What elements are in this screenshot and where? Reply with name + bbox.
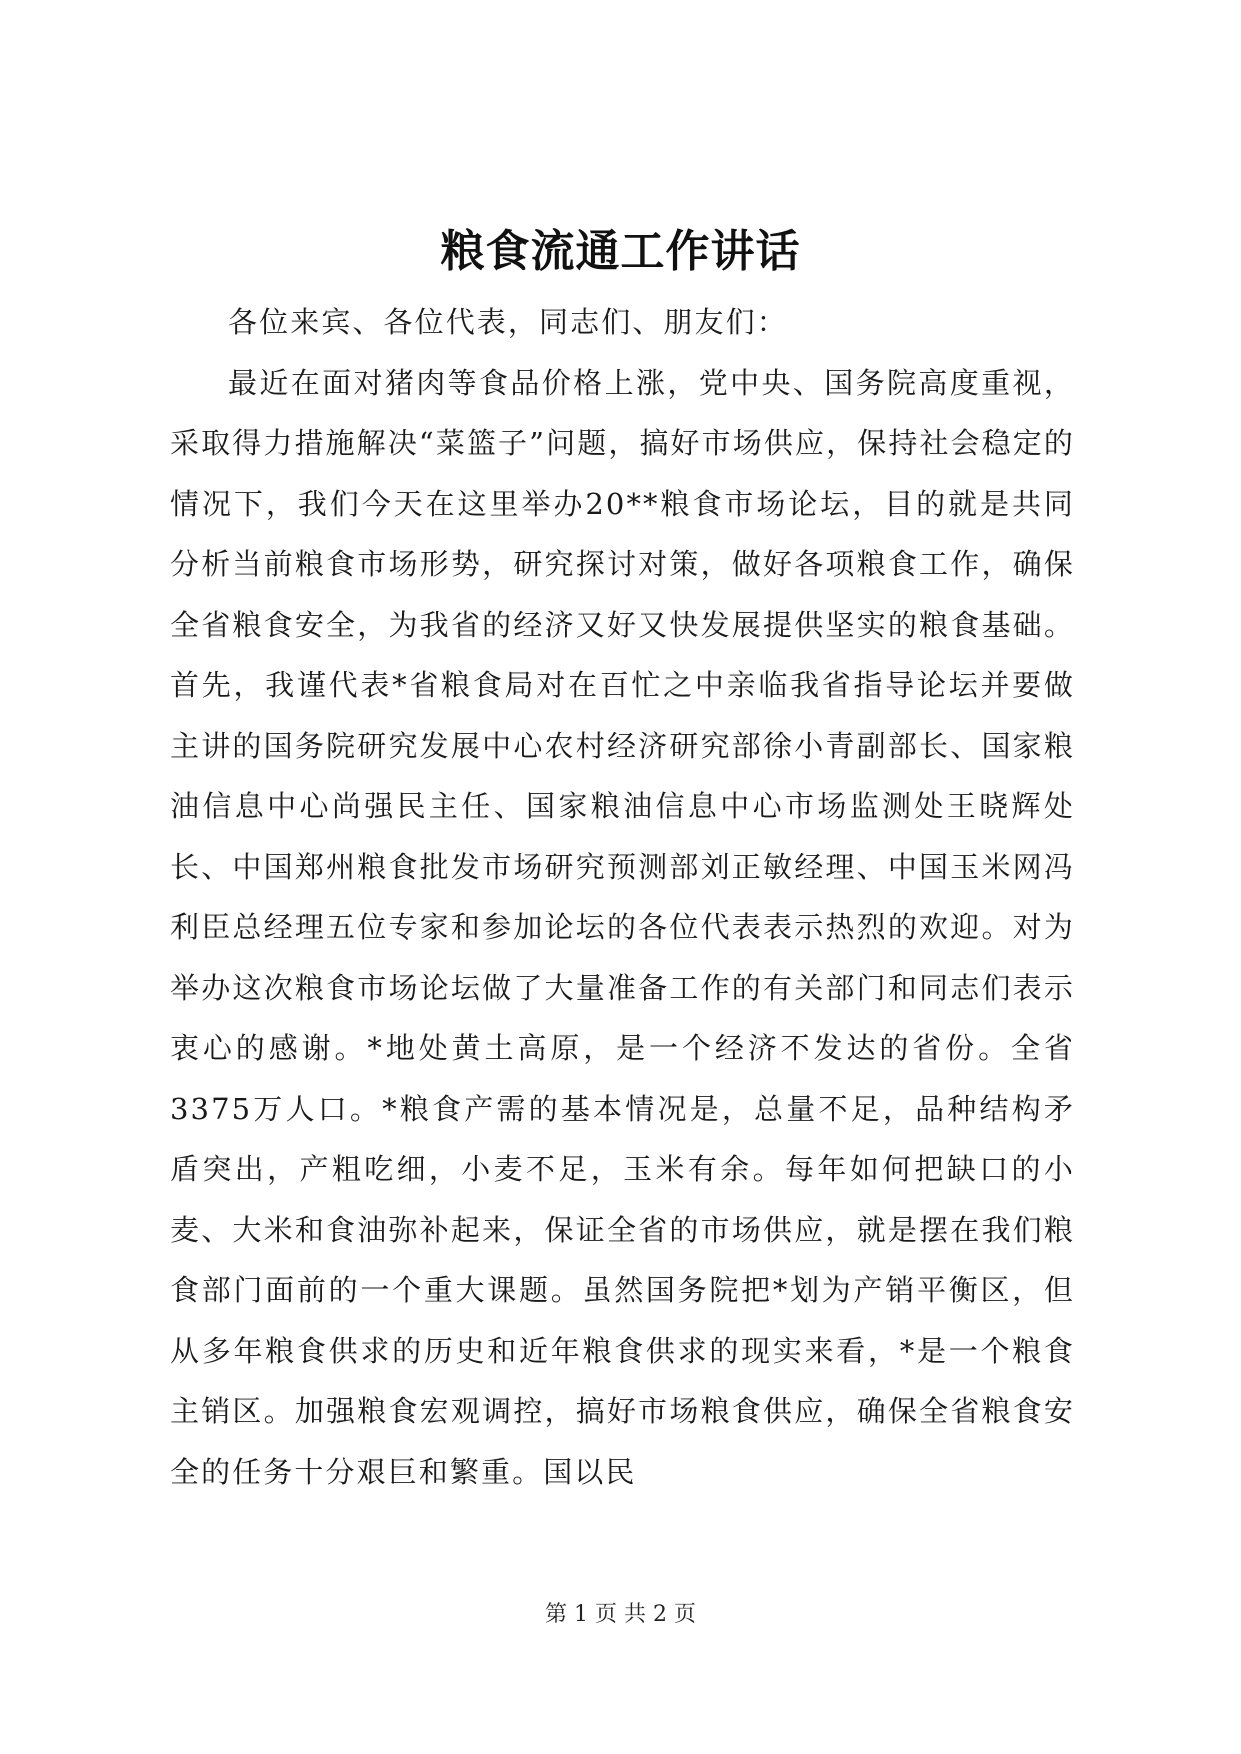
page-footer: 第 1 页 共 2 页	[545, 1602, 696, 1627]
salutation: 各位来宾、各位代表，同志们、朋友们：	[228, 305, 788, 339]
body-paragraph: 最近在面对猪肉等食品价格上涨，党中央、国务院高度重视，采取得力措施解决“菜篮子”问题，搞好市场供应，保持社会稳定的情况下，我们今天在这里举办20**粮食市场论坛，目的就是共同分析当前粮食市场形势，研究探讨对策，做好各项粮食工作，确保全省粮食安全，为我省的经济又好又快发展提供坚实的粮食基础。首先，我谨代表*省粮食局对在百忙之中亲临我省指导论坛并要做主讲的国务院研究发展中心农村经济研究部徐小青副部长、国家粮油信息中心尚强民主任、国家粮油信息中心市场监测处王晓辉处长、中国郑州粮食批发市场研究预测部刘正敏经理、中国玉米网冯利臣总经理五位专家和参加论坛的各位代表表示热烈的欢迎。对为举办这次粮食市场论坛做了大量准备工作的有关部门和同志们表示衷心的感谢。*地处黄土高原，是一个经济不发达的省份。全省3375万人口。*粮食产需的基本情况是，总量不足，品种结构矛盾突出，产粗吃细，小麦不足，玉米有余。每年如何把缺口的小麦、大米和食油弥补起来，保证全省的市场供应，就是摆在我们粮食部门面前的一个重大课题。虽然国务院把*划为产销平衡区，但从多年粮食供求的历史和近年粮食供求的现实来看，*是一个粮食主销区。加强粮食宏观调控，搞好市场粮食供应，确保全省粮食安全的任务十分艰巨和繁重。国以民	[170, 365, 1075, 1489]
document-title: 粮食流通工作讲话	[440, 226, 801, 277]
document-body	[170, 292, 1075, 1502]
